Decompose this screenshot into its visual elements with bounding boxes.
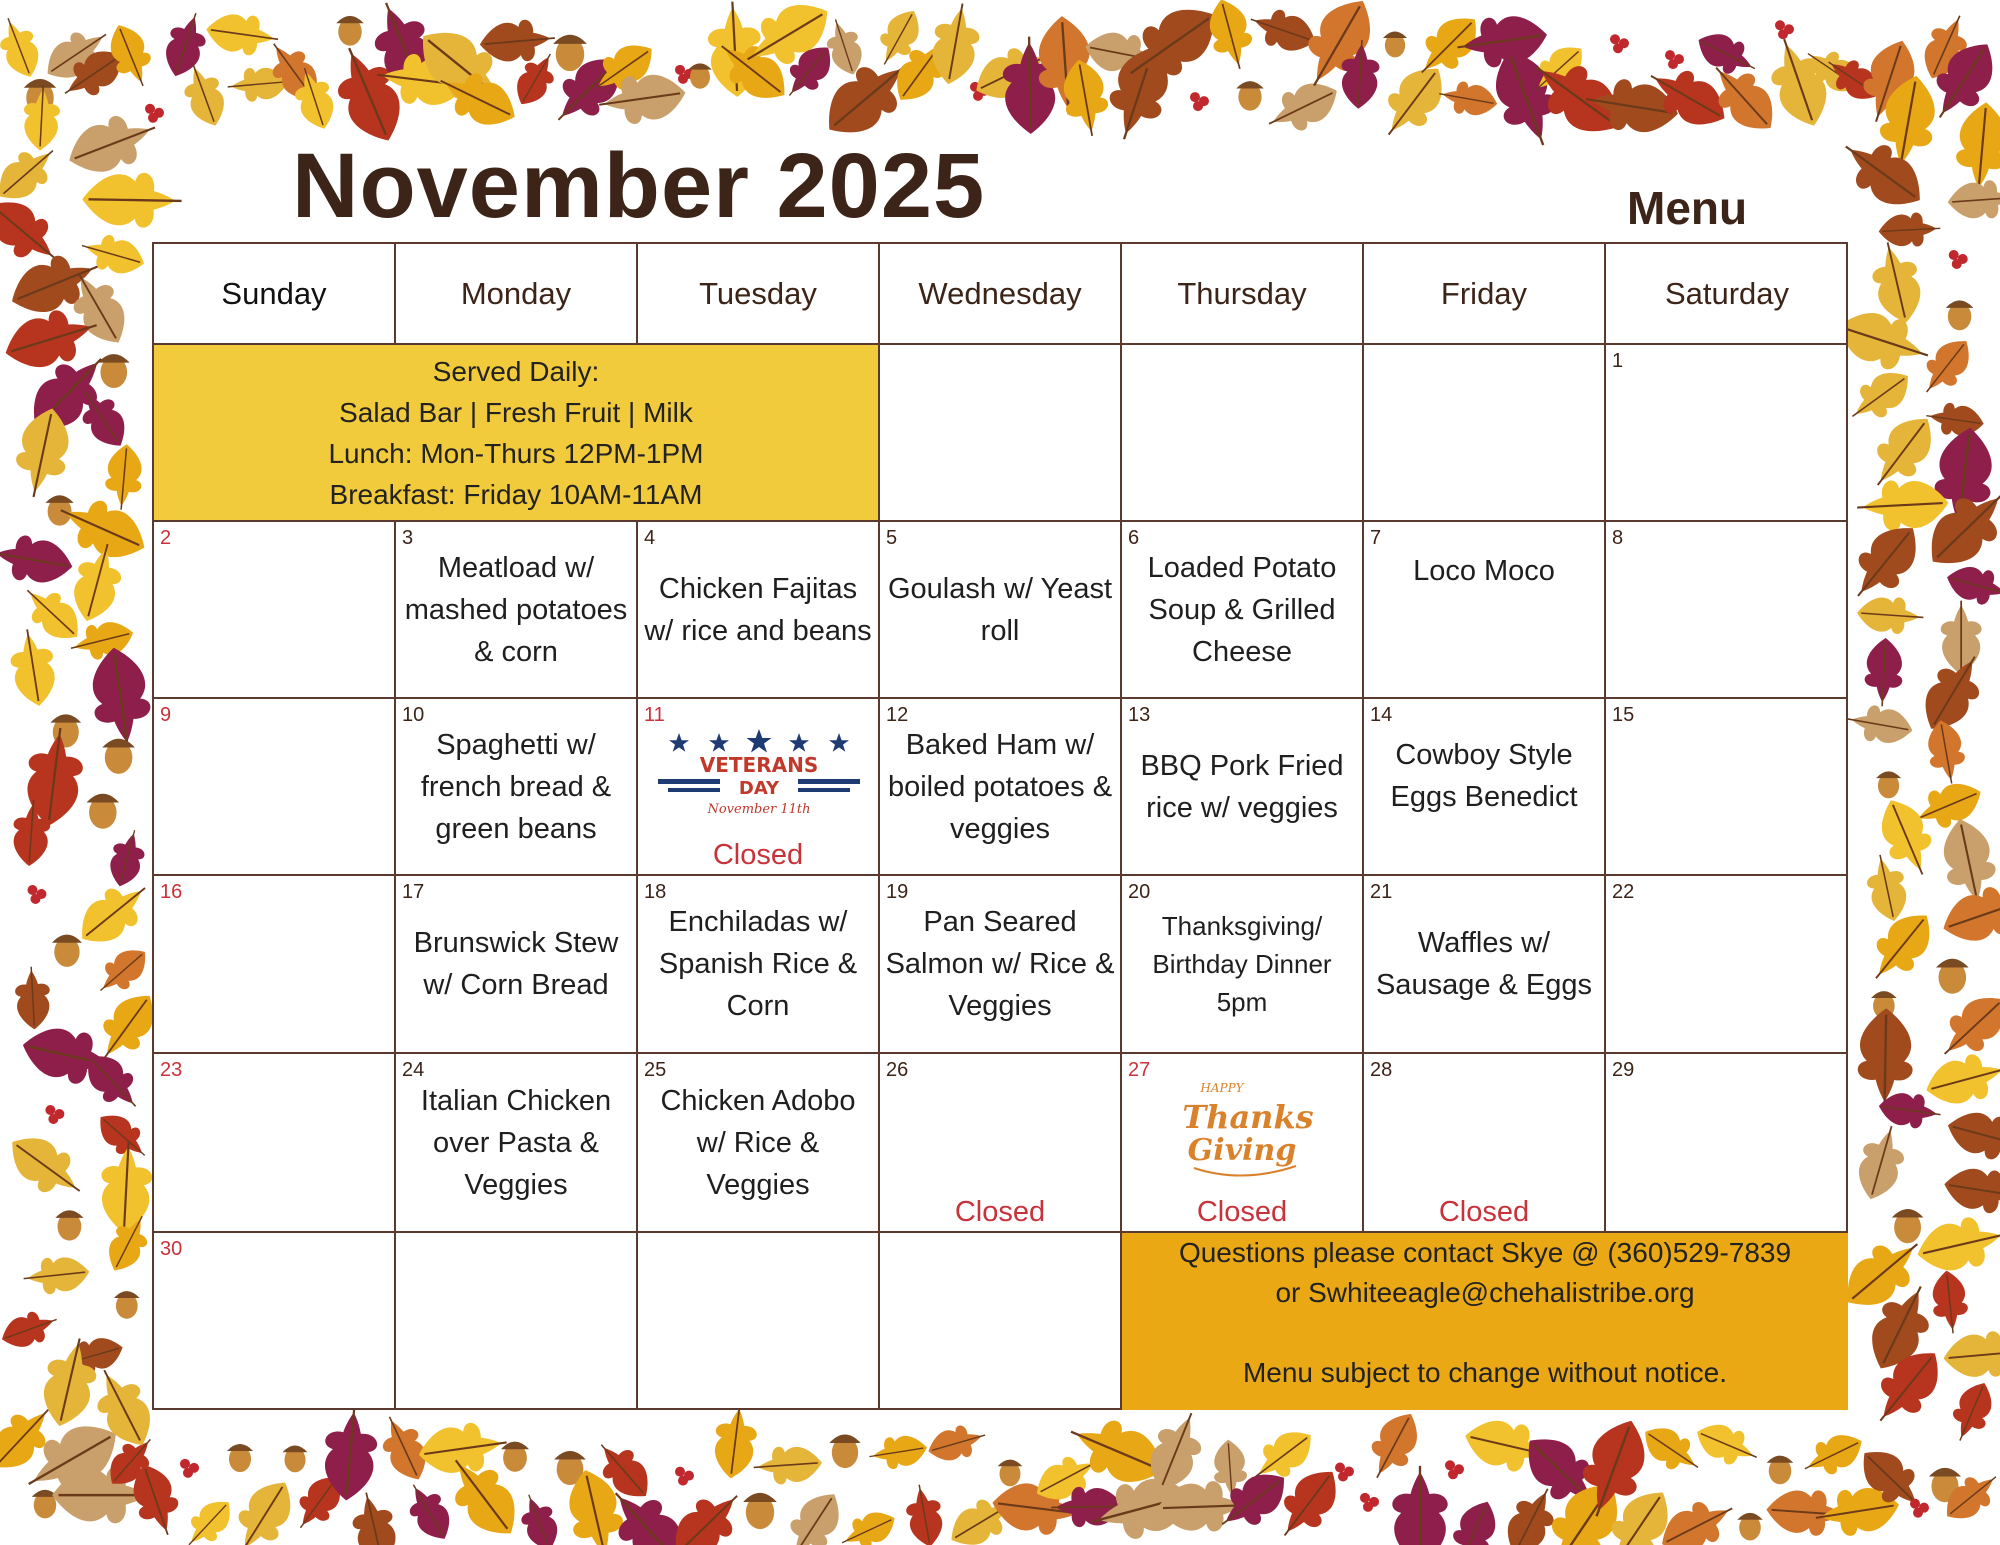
day-cell-11 bbox=[638, 699, 880, 876]
meal-text: Thanksgiving/ Birthday Dinner 5pm bbox=[1152, 911, 1332, 1017]
day-cell-13 bbox=[1122, 699, 1364, 876]
closed-label: Closed bbox=[954, 1196, 1046, 1228]
day-number: 23 bbox=[160, 1059, 183, 1081]
day-cell-19 bbox=[880, 876, 1122, 1054]
day-cell-27 bbox=[1122, 1054, 1364, 1233]
day-number: 14 bbox=[1370, 704, 1393, 726]
lunch-hours: Lunch: Mon-Thurs 12PM-1PM bbox=[328, 437, 704, 469]
day-cell-empty bbox=[396, 1233, 638, 1410]
day-cell-29 bbox=[1606, 1054, 1848, 1233]
day-number: 29 bbox=[1612, 1059, 1635, 1081]
day-cell-22 bbox=[1606, 876, 1848, 1054]
day-cell-empty bbox=[880, 345, 1122, 522]
meal-text: Enchiladas w/ Spanish Rice & Corn bbox=[658, 906, 858, 1022]
day-cell-empty bbox=[638, 1233, 880, 1410]
day-cell-17 bbox=[396, 876, 638, 1054]
day-cell-3 bbox=[396, 522, 638, 699]
day-number: 7 bbox=[1370, 527, 1382, 549]
closed-label: Closed bbox=[1438, 1196, 1530, 1228]
breakfast-hours: Breakfast: Friday 10AM-11AM bbox=[329, 478, 703, 510]
day-number: 30 bbox=[160, 1238, 183, 1260]
closed-label: Closed bbox=[712, 839, 804, 871]
meal-text: Cowboy Style Eggs Benedict bbox=[1390, 738, 1578, 813]
badge-thanks-text: Thanks bbox=[1182, 1098, 1314, 1136]
badge-day-text: DAY bbox=[738, 778, 780, 799]
day-number: 16 bbox=[160, 881, 183, 903]
menu-subtitle: Menu bbox=[1627, 182, 1748, 234]
meal-text: BBQ Pork Fried rice w/ veggies bbox=[1140, 749, 1344, 824]
day-cell-12 bbox=[880, 699, 1122, 876]
meal-text: Spaghetti w/ french bread & green beans bbox=[420, 728, 612, 845]
day-number: 19 bbox=[886, 881, 909, 903]
day-number: 15 bbox=[1612, 704, 1635, 726]
calendar-grid bbox=[152, 242, 1848, 1410]
veterans-day-badge bbox=[652, 727, 866, 827]
day-cell-30 bbox=[154, 1233, 396, 1410]
weekday-saturday: Saturday bbox=[1606, 244, 1848, 345]
day-number: 12 bbox=[886, 704, 909, 726]
day-cell-empty bbox=[1364, 345, 1606, 522]
day-cell-20 bbox=[1122, 876, 1364, 1054]
day-cell-8 bbox=[1606, 522, 1848, 699]
day-number: 27 bbox=[1128, 1059, 1151, 1081]
day-number: 25 bbox=[644, 1059, 667, 1081]
day-cell-23 bbox=[154, 1054, 396, 1233]
meal-text: Pan Seared Salmon w/ Rice & Veggies bbox=[885, 906, 1115, 1022]
day-number: 20 bbox=[1128, 881, 1151, 903]
day-cell-empty bbox=[880, 1233, 1122, 1410]
day-cell-9 bbox=[154, 699, 396, 876]
day-number: 9 bbox=[160, 704, 172, 726]
day-number: 8 bbox=[1612, 527, 1624, 549]
day-cell-26 bbox=[880, 1054, 1122, 1233]
day-number: 3 bbox=[402, 527, 414, 549]
day-number: 6 bbox=[1128, 527, 1140, 549]
day-cell-4 bbox=[638, 522, 880, 699]
weekday-thursday: Thursday bbox=[1122, 244, 1364, 345]
served-daily-items: Salad Bar | Fresh Fruit | Milk bbox=[339, 396, 693, 428]
day-cell-6 bbox=[1122, 522, 1364, 699]
day-number: 1 bbox=[1612, 350, 1624, 372]
meal-text: Loco Moco bbox=[1413, 555, 1555, 587]
served-daily-heading: Served Daily: bbox=[432, 355, 600, 387]
meal-text: Chicken Adobo w/ Rice & Veggies bbox=[660, 1084, 856, 1201]
weekday-tuesday: Tuesday bbox=[638, 244, 880, 345]
day-number: 24 bbox=[402, 1059, 425, 1081]
meal-text: Goulash w/ Yeast roll bbox=[887, 572, 1113, 647]
meal-text: Meatload w/ mashed potatoes & corn bbox=[404, 551, 628, 668]
weekday-monday: Monday bbox=[396, 244, 638, 345]
closed-label: Closed bbox=[1196, 1196, 1288, 1228]
day-number: 28 bbox=[1370, 1059, 1393, 1081]
day-number: 22 bbox=[1612, 881, 1635, 903]
day-number: 5 bbox=[886, 527, 898, 549]
meal-text: Waffles w/ Sausage & Eggs bbox=[1375, 927, 1593, 1001]
day-cell-5 bbox=[880, 522, 1122, 699]
day-cell-16 bbox=[154, 876, 396, 1054]
day-number: 11 bbox=[644, 704, 665, 726]
day-cell-7 bbox=[1364, 522, 1606, 699]
day-cell-2 bbox=[154, 522, 396, 699]
day-number: 13 bbox=[1128, 704, 1151, 726]
contact-line: Questions please contact Skye @ (360)529-7839 bbox=[1178, 1237, 1792, 1268]
weekday-wednesday: Wednesday bbox=[880, 244, 1122, 345]
menu-disclaimer: Menu subject to change without notice. bbox=[1242, 1357, 1728, 1388]
badge-date-text: November 11th bbox=[707, 802, 811, 817]
meal-text: Italian Chicken over Pasta & Veggies bbox=[420, 1084, 612, 1201]
day-cell-25 bbox=[638, 1054, 880, 1233]
day-cell-28 bbox=[1364, 1054, 1606, 1233]
day-cell-21 bbox=[1364, 876, 1606, 1054]
weekday-friday: Friday bbox=[1364, 244, 1606, 345]
meal-text: Loaded Potato Soup & Grilled Cheese bbox=[1147, 551, 1337, 668]
contact-info-band bbox=[1122, 1233, 1848, 1410]
day-number: 10 bbox=[402, 704, 425, 726]
page-title: November 2025 bbox=[292, 135, 986, 237]
happy-thanksgiving-badge bbox=[1136, 1072, 1350, 1182]
day-number: 21 bbox=[1370, 881, 1393, 903]
badge-giving-text: Giving bbox=[1187, 1133, 1297, 1168]
day-cell-1 bbox=[1606, 345, 1848, 522]
weekday-sunday: Sunday bbox=[154, 244, 396, 345]
day-cell-empty bbox=[1122, 345, 1364, 522]
badge-veterans-text: VETERANS bbox=[699, 753, 819, 777]
day-number: 17 bbox=[402, 881, 425, 903]
day-cell-14 bbox=[1364, 699, 1606, 876]
day-cell-18 bbox=[638, 876, 880, 1054]
badge-happy-text: HAPPY bbox=[1200, 1081, 1244, 1095]
contact-email: or Swhiteeagle@chehalistribe.org bbox=[1275, 1277, 1695, 1308]
day-cell-10 bbox=[396, 699, 638, 876]
day-number: 18 bbox=[644, 881, 667, 903]
day-number: 2 bbox=[160, 527, 172, 549]
meal-text: Baked Ham w/ boiled potatoes & veggies bbox=[887, 728, 1113, 845]
meal-text: Chicken Fajitas w/ rice and beans bbox=[644, 572, 872, 647]
meal-text: Brunswick Stew w/ Corn Bread bbox=[413, 927, 619, 1001]
day-cell-15 bbox=[1606, 699, 1848, 876]
served-daily-band bbox=[154, 345, 880, 522]
day-number: 26 bbox=[886, 1059, 909, 1081]
day-cell-24 bbox=[396, 1054, 638, 1233]
day-number: 4 bbox=[644, 527, 656, 549]
